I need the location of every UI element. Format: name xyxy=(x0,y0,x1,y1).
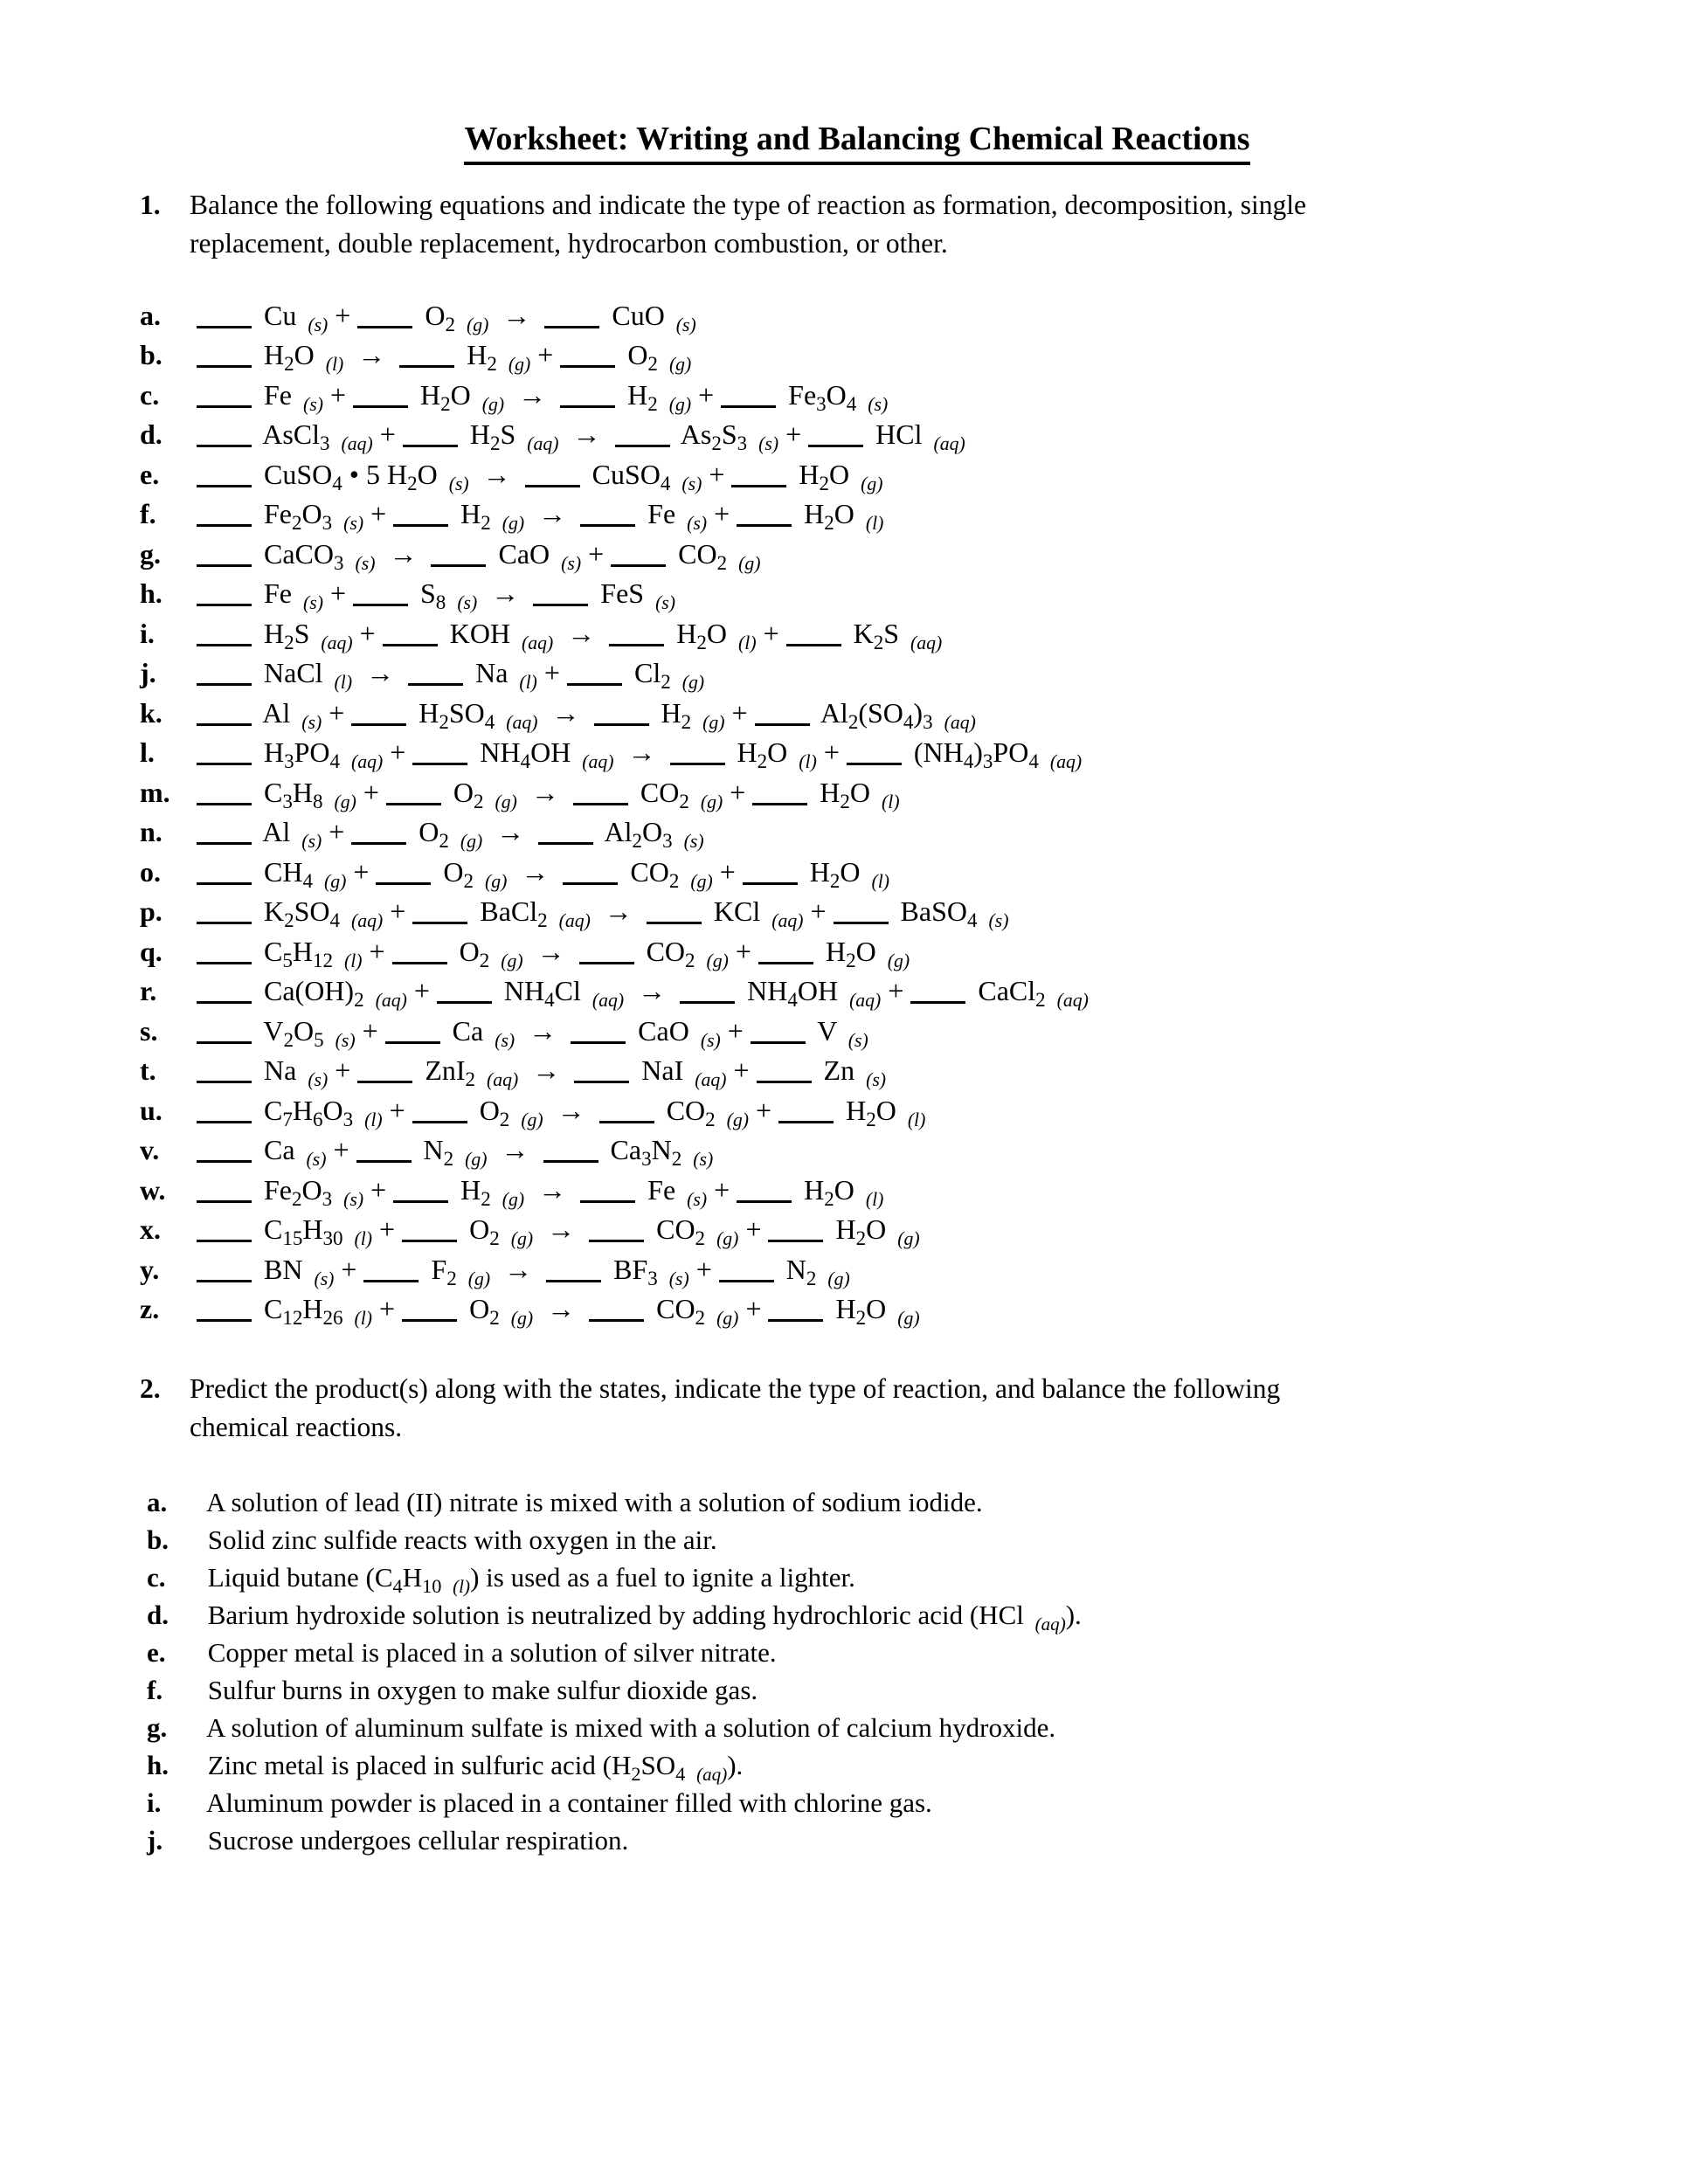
answer-blank xyxy=(571,1037,626,1044)
prediction-list xyxy=(140,1483,1574,1859)
question-2 xyxy=(140,1370,1574,1447)
equation-content: Al $_{(s)} + H_2SO_4$ $_{(aq)} \to H_2$ $_{(g)} + Al_2(SO_4)_3$ $_{(aq)}$ xyxy=(197,697,976,729)
answer-blank xyxy=(755,719,810,726)
answer-blank xyxy=(437,997,492,1004)
prompt-line: replacement, double replacement, hydrocarbon combustion, or other. xyxy=(190,227,948,259)
answer-blank xyxy=(647,917,702,924)
answer-blank xyxy=(357,321,412,328)
equation-row xyxy=(140,971,1574,1012)
reaction-arrow: → xyxy=(547,1213,576,1246)
prediction-row xyxy=(140,1483,1574,1521)
prompt-line: chemical reactions. xyxy=(190,1411,403,1442)
answer-blank xyxy=(197,798,252,805)
answer-blank xyxy=(356,1156,412,1163)
answer-blank xyxy=(197,719,252,726)
equation-content: $Ca(OH)_2$ $_{(aq)} + NH_4Cl$ $_{(aq)} \to NH_4OH$ $_{(aq)}$ + CaCl$_2$ $_{(aq)}$ xyxy=(197,975,1089,1006)
prediction-label: j. xyxy=(147,1824,163,1856)
answer-blank xyxy=(757,1076,812,1083)
question-1-number: 1. xyxy=(140,189,161,220)
reaction-arrow: → xyxy=(572,418,601,451)
equation-label: r. xyxy=(140,975,157,1007)
reaction-arrow: → xyxy=(557,1094,585,1126)
answer-blank xyxy=(197,1235,252,1242)
equation-row xyxy=(140,296,1574,336)
equation-label: a. xyxy=(140,299,161,331)
answer-blank xyxy=(573,798,628,805)
answer-blank xyxy=(560,361,615,368)
answer-blank xyxy=(589,1235,644,1242)
answer-blank xyxy=(751,1037,806,1044)
reaction-arrow: → xyxy=(532,1054,561,1087)
answer-blank xyxy=(197,639,252,646)
answer-blank xyxy=(752,798,807,805)
answer-blank xyxy=(393,1196,448,1203)
answer-blank xyxy=(847,758,902,765)
reaction-arrow: → xyxy=(536,935,565,967)
equation-label: y. xyxy=(140,1253,160,1285)
answer-blank xyxy=(834,917,889,924)
equation-row xyxy=(140,1210,1574,1250)
equation-row xyxy=(140,853,1574,893)
answer-blank xyxy=(768,1315,823,1322)
answer-blank xyxy=(403,440,458,447)
equation-label: j. xyxy=(140,657,156,689)
equation-label: b. xyxy=(140,339,163,371)
answer-blank xyxy=(353,599,408,606)
equation-label: f. xyxy=(140,498,156,530)
equation-list xyxy=(140,296,1574,1330)
question-1-prompt xyxy=(190,186,1306,263)
reaction-arrow: → xyxy=(529,1014,557,1047)
prediction-text: Sucrose undergoes cellular respiration. xyxy=(207,1824,629,1856)
prediction-text: A solution of lead (II) nitrate is mixed with a solution of sodium iodide. xyxy=(206,1486,983,1517)
prediction-text: Solid zinc sulfide reacts with oxygen in the air. xyxy=(207,1524,717,1555)
equation-label: o. xyxy=(140,855,161,888)
equation-content: Na $_{(s)}$ + ZnI$_2$ $_{(aq)}$ → NaI $_{(aq)}$ + Zn $_{(s)}$ xyxy=(197,1054,886,1086)
answer-blank xyxy=(563,878,618,885)
answer-blank xyxy=(721,401,776,408)
equation-row xyxy=(140,1171,1574,1211)
equation-content: CuSO$_4$ • 5 $H_2O$ $_{(s)}$ → CuSO$_4$ $_{(s)} + H_2O$ $_{(g)}$ xyxy=(197,459,883,490)
equation-row xyxy=(140,415,1574,455)
answer-blank xyxy=(579,957,634,964)
equation-label: t. xyxy=(140,1054,156,1087)
prediction-row xyxy=(140,1521,1574,1559)
equation-row xyxy=(140,812,1574,853)
answer-blank xyxy=(533,599,588,606)
answer-blank xyxy=(680,997,735,1004)
equation-content: $Fe_2O_3$ $_{(s)} + H_2$ $_{(g)}$ → Fe $_{(s)} + H_2O$ $_{(l)}$ xyxy=(197,1174,883,1206)
equation-content: BN $_{(s)} + F_2$ $_{(g)} \to BF_3$ $_{(s)} + N_2$ $_{(g)}$ xyxy=(197,1254,850,1285)
answer-blank xyxy=(778,1116,834,1123)
reaction-arrow: → xyxy=(538,1173,567,1206)
answer-blank xyxy=(599,1116,654,1123)
reaction-arrow: → xyxy=(501,1134,529,1166)
answer-blank xyxy=(383,639,438,646)
answer-blank xyxy=(743,878,798,885)
reaction-arrow: → xyxy=(604,895,633,928)
prediction-label: e. xyxy=(147,1636,166,1668)
equation-label: l. xyxy=(140,736,155,769)
equation-row xyxy=(140,535,1574,575)
equation-content: $C_{12}H_{26}$ $_{(l)} + O_2$ $_{(g)} \to CO_2$ $_{(g)} + H_2O$ $_{(g)}$ xyxy=(197,1293,920,1324)
reaction-arrow: → xyxy=(496,816,525,848)
answer-blank xyxy=(786,639,841,646)
prediction-row xyxy=(140,1709,1574,1746)
prediction-row xyxy=(140,1634,1574,1671)
answer-blank xyxy=(197,957,252,964)
equation-row xyxy=(140,376,1574,416)
answer-blank xyxy=(737,520,792,527)
equation-row xyxy=(140,1250,1574,1290)
equation-content: $C_5H_{12}$ $_{(l)} + O_2$ $_{(g)} \to CO_2$ $_{(g)} + H_2O$ $_{(g)}$ xyxy=(197,936,910,967)
reaction-arrow: → xyxy=(491,577,520,610)
answer-blank xyxy=(197,560,252,567)
prediction-text: A solution of aluminum sulfate is mixed with a solution of calcium hydroxide. xyxy=(206,1711,1056,1743)
prediction-text: Zinc metal is placed in sulfuric acid ($H_2SO_4$ $_{(aq)}$). xyxy=(207,1749,744,1785)
prediction-row xyxy=(140,1821,1574,1859)
answer-blank xyxy=(768,1235,823,1242)
equation-label: p. xyxy=(140,895,163,928)
answer-blank xyxy=(731,480,786,487)
prediction-text: Barium hydroxide solution is neutralized by adding hydrochloric acid (HCl $_{(aq)}$). xyxy=(207,1599,1082,1635)
equation-label: x. xyxy=(140,1213,161,1246)
equation-content: Fe $_{(s)} + S_8$ $_{(s)}$ → FeS $_{(s)}$ xyxy=(197,577,675,609)
equation-content: $CH_4$ $_{(g)} + O_2$ $_{(g)} \to CO_2$ $_{(g)} + H_2O$ $_{(l)}$ xyxy=(197,856,889,888)
answer-blank xyxy=(385,1037,440,1044)
equation-content: NaCl $_{(l)}$ → Na $_{(l)} + Cl_2$ $_{(g)}$ xyxy=(197,657,704,688)
answer-blank xyxy=(197,1116,252,1123)
equation-label: h. xyxy=(140,577,163,610)
answer-blank xyxy=(412,758,467,765)
equation-content: $C_3H_8$ $_{(g)} + O_2$ $_{(g)} \to CO_2$ $_{(g)} + H_2O$ $_{(l)}$ xyxy=(197,777,900,808)
equation-row xyxy=(140,892,1574,932)
prediction-label: f. xyxy=(147,1674,163,1705)
answer-blank xyxy=(589,1315,644,1322)
answer-blank xyxy=(197,758,252,765)
answer-blank xyxy=(351,838,406,845)
equation-row xyxy=(140,1289,1574,1330)
equation-row xyxy=(140,1091,1574,1131)
answer-blank xyxy=(544,321,599,328)
answer-blank xyxy=(197,1196,252,1203)
prediction-text: Liquid butane ($C_4H_{10}$ $_{(l)}$) is used as a fuel to ignite a lighter. xyxy=(207,1561,855,1597)
reaction-arrow: → xyxy=(538,498,567,530)
equation-content: $H_2S$ $_{(aq)}$ + KOH $_{(aq)} \to H_2O$ $_{(l)} + K_2S$ $_{(aq)}$ xyxy=(197,618,942,649)
prediction-text: Aluminum powder is placed in a container filled with chlorine gas. xyxy=(206,1787,932,1818)
equation-content: $C_{15}H_{30}$ $_{(l)} + O_2$ $_{(g)} \to CO_2$ $_{(g)} + H_2O$ $_{(g)}$ xyxy=(197,1213,920,1245)
answer-blank xyxy=(611,560,666,567)
answer-blank xyxy=(197,480,252,487)
equation-row xyxy=(140,653,1574,694)
reaction-arrow: → xyxy=(551,696,580,729)
reaction-arrow: → xyxy=(504,1253,533,1285)
equation-row xyxy=(140,574,1574,614)
answer-blank xyxy=(543,1156,598,1163)
equation-label: z. xyxy=(140,1293,160,1325)
answer-blank xyxy=(412,1116,467,1123)
page-title-text: Worksheet: Writing and Balancing Chemical Reactions xyxy=(464,121,1249,165)
answer-blank xyxy=(392,957,447,964)
equation-label: m. xyxy=(140,776,170,808)
answer-blank xyxy=(357,1076,412,1083)
equation-label: e. xyxy=(140,458,160,490)
equation-content: Ca $_{(s)} + N_2$ $_{(g)} \to Ca_3N_2$ $_{(s)}$ xyxy=(197,1134,713,1165)
question-1 xyxy=(140,186,1574,263)
answer-blank xyxy=(197,1275,252,1282)
equation-label: g. xyxy=(140,537,161,570)
answer-blank xyxy=(402,1315,457,1322)
equation-content: $H_2O$ $_{(l)} \to H_2$ $_{(g)} + O_2$ $_{(g)}$ xyxy=(197,339,691,370)
answer-blank xyxy=(758,957,813,964)
answer-blank xyxy=(560,401,615,408)
equation-row xyxy=(140,1130,1574,1171)
answer-blank xyxy=(580,1196,635,1203)
answer-blank xyxy=(197,520,252,527)
answer-blank xyxy=(594,719,649,726)
reaction-arrow: → xyxy=(518,378,547,411)
reaction-arrow: → xyxy=(638,975,667,1007)
answer-blank xyxy=(412,917,467,924)
equation-content: CaCO$_3$ $_{(s)}$ → CaO $_{(s)} + CO_2$ $_{(g)}$ xyxy=(197,538,760,570)
answer-blank xyxy=(615,440,670,447)
equation-label: k. xyxy=(140,696,163,729)
answer-blank xyxy=(197,1156,252,1163)
answer-blank xyxy=(197,440,252,447)
answer-blank xyxy=(197,997,252,1004)
answer-blank xyxy=(197,361,252,368)
page-title xyxy=(140,0,1574,157)
equation-content: Fe $_{(s)} + H_2O$ $_{(g)} \to H_2$ $_{(g)} + Fe_3O_4$ $_{(s)}$ xyxy=(197,379,888,411)
reaction-arrow: → xyxy=(389,537,418,570)
prediction-label: a. xyxy=(147,1486,168,1517)
answer-blank xyxy=(197,917,252,924)
answer-blank xyxy=(393,520,448,527)
answer-blank xyxy=(808,440,863,447)
prediction-text: Copper metal is placed in a solution of silver nitrate. xyxy=(207,1636,777,1668)
equation-label: s. xyxy=(140,1014,158,1047)
answer-blank xyxy=(197,401,252,408)
reaction-arrow: → xyxy=(627,736,656,769)
equation-row xyxy=(140,733,1574,773)
answer-blank xyxy=(910,997,965,1004)
prediction-row xyxy=(140,1559,1574,1596)
question-2-number: 2. xyxy=(140,1372,161,1404)
prediction-label: c. xyxy=(147,1561,166,1593)
prediction-row xyxy=(140,1671,1574,1709)
answer-blank xyxy=(197,599,252,606)
answer-blank xyxy=(399,361,454,368)
equation-label: q. xyxy=(140,935,163,967)
equation-row xyxy=(140,455,1574,495)
answer-blank xyxy=(197,1076,252,1083)
equation-row xyxy=(140,1051,1574,1091)
prediction-row xyxy=(140,1746,1574,1784)
prediction-label: g. xyxy=(147,1711,168,1743)
equation-label: d. xyxy=(140,418,163,451)
equation-content: $H_3PO_4$ $_{(aq)} + NH_4OH$ $_{(aq)} \to H_2O$ $_{(l)} + (NH_4)_3PO_4$ $_{(aq)}$ xyxy=(197,736,1082,768)
reaction-arrow: → xyxy=(530,776,559,808)
prompt-line: Predict the product(s) along with the states, indicate the type of reaction, and balance the following xyxy=(190,1372,1281,1404)
answer-blank xyxy=(574,1076,629,1083)
answer-blank xyxy=(197,321,252,328)
question-2-prompt xyxy=(190,1370,1280,1447)
answer-blank xyxy=(197,838,252,845)
equation-row xyxy=(140,335,1574,376)
answer-blank xyxy=(353,401,408,408)
answer-blank xyxy=(567,679,622,686)
answer-blank xyxy=(431,560,486,567)
prompt-line: Balance the following equations and indicate the type of reaction as formation, decomposition, single xyxy=(190,189,1307,220)
prediction-text: Sulfur burns in oxygen to make sulfur dioxide gas. xyxy=(207,1674,758,1705)
equation-row xyxy=(140,694,1574,734)
answer-blank xyxy=(351,719,406,726)
reaction-arrow: → xyxy=(366,657,395,689)
reaction-arrow: → xyxy=(502,299,531,331)
equation-content: AsCl$_3$ $_{(aq)} + H_2S$ $_{(aq)} \to As_2S_3$ $_{(s)}$ + HCl $_{(aq)}$ xyxy=(197,418,965,450)
answer-blank xyxy=(197,878,252,885)
prediction-label: h. xyxy=(147,1749,169,1780)
equation-content: Cu $_{(s)} + O_2$ $_{(g)}$ → CuO $_{(s)}$ xyxy=(197,300,696,331)
equation-label: i. xyxy=(140,617,155,649)
reaction-arrow: → xyxy=(521,855,550,888)
equation-label: w. xyxy=(140,1173,166,1206)
equation-row xyxy=(140,1012,1574,1052)
prediction-label: d. xyxy=(147,1599,169,1630)
answer-blank xyxy=(197,1037,252,1044)
answer-blank xyxy=(363,1275,419,1282)
equation-content: $V_2O_5$ $_{(s)}$ + Ca $_{(s)}$ → CaO $_{(s)}$ + V $_{(s)}$ xyxy=(197,1015,868,1047)
answer-blank xyxy=(402,1235,457,1242)
reaction-arrow: → xyxy=(547,1293,576,1325)
equation-row xyxy=(140,773,1574,813)
equation-row xyxy=(140,494,1574,535)
answer-blank xyxy=(376,878,431,885)
reaction-arrow: → xyxy=(567,617,596,649)
equation-label: c. xyxy=(140,378,160,411)
answer-blank xyxy=(408,679,463,686)
reaction-arrow: → xyxy=(357,339,386,371)
reaction-arrow: → xyxy=(482,458,511,490)
answer-blank xyxy=(609,639,664,646)
answer-blank xyxy=(386,798,441,805)
equation-row xyxy=(140,932,1574,972)
answer-blank xyxy=(538,838,593,845)
equation-content: Al $_{(s)} + O_2$ $_{(g)} \to Al_2O_3$ $_{(s)}$ xyxy=(197,816,704,847)
answer-blank xyxy=(197,679,252,686)
answer-blank xyxy=(737,1196,792,1203)
answer-blank xyxy=(580,520,635,527)
equation-content: $Fe_2O_3$ $_{(s)} + H_2$ $_{(g)}$ → Fe $_{(s)} + H_2O$ $_{(l)}$ xyxy=(197,498,883,529)
answer-blank xyxy=(197,1315,252,1322)
answer-blank xyxy=(546,1275,601,1282)
equation-content: $K_2SO_4$ $_{(aq)}$ + BaCl$_2$ $_{(aq)}$ → KCl $_{(aq)}$ + BaSO$_4$ $_{(s)}$ xyxy=(197,895,1008,927)
equation-label: n. xyxy=(140,816,163,848)
prediction-label: b. xyxy=(147,1524,169,1555)
equation-label: u. xyxy=(140,1094,163,1126)
answer-blank xyxy=(719,1275,774,1282)
prediction-row xyxy=(140,1596,1574,1634)
prediction-label: i. xyxy=(147,1787,162,1818)
equation-content: $C_7H_6O_3$ $_{(l)} + O_2$ $_{(g)} \to CO_2$ $_{(g)} + H_2O$ $_{(l)}$ xyxy=(197,1095,925,1126)
prediction-row xyxy=(140,1784,1574,1821)
equation-label: v. xyxy=(140,1134,160,1166)
answer-blank xyxy=(525,480,580,487)
equation-row xyxy=(140,614,1574,654)
answer-blank xyxy=(670,758,725,765)
